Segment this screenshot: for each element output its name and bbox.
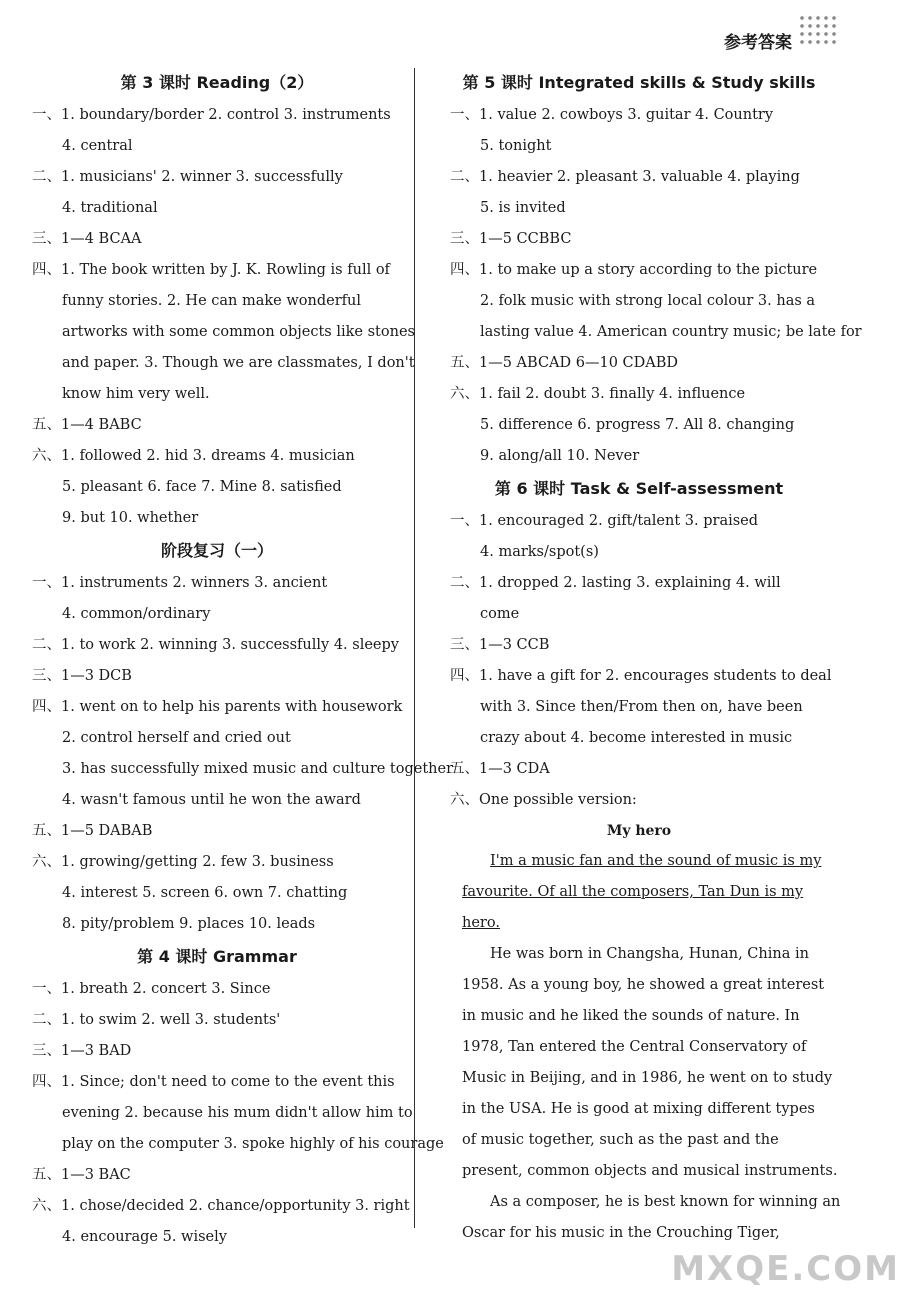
answer-line: 8. pity/problem 9. places 10. leads <box>62 916 316 932</box>
answer-line: 一、1. value 2. cowboys 3. guitar 4. Country <box>450 107 774 123</box>
answer-line: 二、1. heavier 2. pleasant 3. valuable 4. playing <box>450 169 800 185</box>
essay-line: 1958. As a young boy, he showed a great interest <box>462 977 825 993</box>
answer-line: 四、1. The book written by J. K. Rowling is full of <box>32 262 390 278</box>
answer-line: 三、1—3 CCB <box>450 637 550 653</box>
column-divider <box>414 68 415 1228</box>
essay-underlined-line: hero. <box>462 915 500 931</box>
answer-line: 五、1—5 DABAB <box>32 823 153 839</box>
left-column <box>32 66 454 1253</box>
answer-line: 四、1. have a gift for 2. encourages students to deal <box>450 668 832 684</box>
answer-line: 5. pleasant 6. face 7. Mine 8. satisfied <box>62 479 342 495</box>
answer-line: 六、One possible version: <box>450 792 637 808</box>
watermark: MXQE.COM <box>671 1249 900 1289</box>
answer-line: 3. has successfully mixed music and culture together <box>62 761 454 777</box>
answer-line: 4. traditional <box>62 200 158 216</box>
answer-line: come <box>480 606 520 622</box>
answer-line: 二、1. dropped 2. lasting 3. explaining 4. will <box>450 575 781 591</box>
essay-paragraph-start: He was born in Changsha, Hunan, China in <box>490 946 809 962</box>
answer-line: crazy about 4. become interested in music <box>480 730 793 746</box>
answer-line: evening 2. because his mum didn't allow him to <box>62 1105 413 1121</box>
header-dots-decoration <box>798 14 838 48</box>
answer-line: 四、1. went on to help his parents with housework <box>32 699 403 715</box>
essay-underlined-line: I'm a music fan and the sound of music is my <box>490 853 822 869</box>
essay-line: of music together, such as the past and the <box>462 1132 779 1148</box>
answer-line: 六、1. chose/decided 2. chance/opportunity 3. right <box>32 1198 410 1214</box>
answer-line: 三、1—4 BCAA <box>32 231 142 247</box>
section-title: 第 6 课时 Task & Self-assessment <box>494 479 784 498</box>
answer-line: 一、1. breath 2. concert 3. Since <box>32 981 271 997</box>
section-title: 第 5 课时 Integrated skills & Study skills <box>462 73 816 92</box>
section-title: 第 4 课时 Grammar <box>137 947 297 966</box>
answer-line: 一、1. encouraged 2. gift/talent 3. praised <box>450 513 759 529</box>
answer-line: 2. control herself and cried out <box>62 730 291 746</box>
answer-line: 二、1. to swim 2. well 3. students' <box>32 1012 281 1028</box>
answer-line: 六、1. followed 2. hid 3. dreams 4. musician <box>32 448 355 464</box>
essay-title: My hero <box>606 823 672 839</box>
answer-line: 三、1—3 DCB <box>32 668 132 684</box>
section-title: 第 3 课时 Reading（2） <box>120 73 314 92</box>
answer-line: 五、1—3 BAC <box>32 1167 131 1183</box>
essay-line: in music and he liked the sounds of nature. In <box>462 1008 800 1024</box>
answer-line: 5. tonight <box>480 138 552 154</box>
answer-line: 9. but 10. whether <box>62 510 199 526</box>
answer-line: 4. encourage 5. wisely <box>62 1229 227 1245</box>
answer-line: 4. wasn't famous until he won the award <box>62 792 361 808</box>
answer-line: 2. folk music with strong local colour 3. has a <box>480 293 816 309</box>
answer-line: 一、1. boundary/border 2. control 3. instruments <box>32 107 391 123</box>
essay-line: present, common objects and musical instruments. <box>462 1163 838 1179</box>
answer-line: 一、1. instruments 2. winners 3. ancient <box>32 575 328 591</box>
answer-line: artworks with some common objects like stones <box>62 324 415 340</box>
answer-line: funny stories. 2. He can make wonderful <box>62 293 361 309</box>
answer-line: 5. is invited <box>480 200 566 216</box>
essay-line: in the USA. He is good at mixing different types <box>462 1101 815 1117</box>
answer-line: 四、1. Since; don't need to come to the event this <box>32 1074 395 1090</box>
answer-line: lasting value 4. American country music; be late for <box>480 324 862 340</box>
essay-paragraph-start: As a composer, he is best known for winning an <box>490 1194 841 1210</box>
answer-line: 4. interest 5. screen 6. own 7. chatting <box>62 885 348 901</box>
answer-line: play on the computer 3. spoke highly of his courage <box>62 1136 444 1152</box>
answer-line: 三、1—5 CCBBC <box>450 231 572 247</box>
answer-line: 4. central <box>62 138 133 154</box>
essay-line: 1978, Tan entered the Central Conservatory of <box>462 1039 807 1055</box>
right-column <box>450 66 862 1249</box>
answer-line: 五、1—3 CDA <box>450 761 550 777</box>
answer-line: 六、1. growing/getting 2. few 3. business <box>32 854 334 870</box>
essay-line: Music in Beijing, and in 1986, he went on to study <box>462 1070 833 1086</box>
answer-line: with 3. Since then/From then on, have been <box>480 699 803 715</box>
section-title: 阶段复习（一） <box>160 541 273 560</box>
answer-line: 4. common/ordinary <box>62 606 211 622</box>
answer-line: 四、1. to make up a story according to the picture <box>450 262 818 278</box>
page-header-title: 参考答案 <box>724 33 792 53</box>
answer-line: 二、1. musicians' 2. winner 3. successfully <box>32 169 343 185</box>
answer-line: 三、1—3 BAD <box>32 1043 132 1059</box>
answer-line: 二、1. to work 2. winning 3. successfully 4. sleepy <box>32 637 399 653</box>
answer-line: 9. along/all 10. Never <box>480 448 640 464</box>
answer-line: 5. difference 6. progress 7. All 8. changing <box>480 417 795 433</box>
answer-line: and paper. 3. Though we are classmates, I don't <box>62 355 415 371</box>
essay-underlined-line: favourite. Of all the composers, Tan Dun is my <box>462 884 804 900</box>
answer-line: know him very well. <box>62 386 210 402</box>
essay-line: Oscar for his music in the Crouching Tiger, <box>462 1225 780 1241</box>
answer-line: 五、1—5 ABCAD 6—10 CDABD <box>450 355 679 371</box>
answer-line: 六、1. fail 2. doubt 3. finally 4. influence <box>450 386 746 402</box>
answer-line: 五、1—4 BABC <box>32 417 142 433</box>
answer-line: 4. marks/spot(s) <box>480 544 599 560</box>
